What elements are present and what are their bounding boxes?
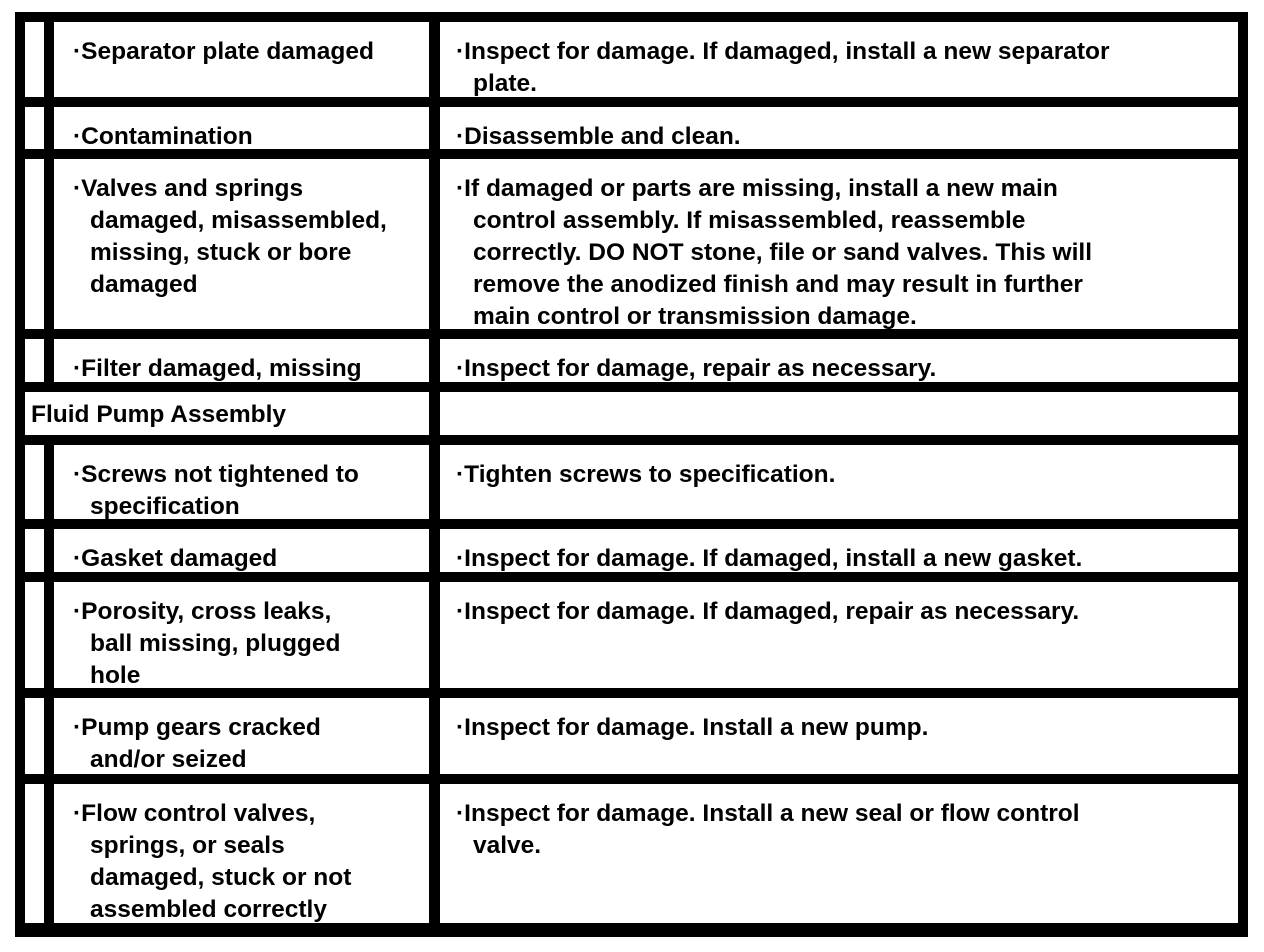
condition-cell	[54, 445, 429, 519]
action-text: · Inspect for damage. If damaged, install a new gasket.	[454, 543, 1228, 575]
condition-text: · Pump gears cracked and/or seized	[71, 712, 419, 776]
action-text: · Inspect for damage. Install a new pump.	[454, 712, 1228, 744]
condition-text: · Contamination	[71, 121, 419, 153]
action-cell	[440, 529, 1238, 572]
condition-cell	[54, 22, 429, 97]
indent-cell	[25, 22, 44, 97]
condition-cell	[54, 529, 429, 572]
condition-text: · Separator plate damaged	[71, 36, 419, 68]
condition-text: · Porosity, cross leaks, ball missing, plugged hole	[71, 596, 419, 692]
action-cell	[440, 445, 1238, 519]
condition-text: · Filter damaged, missing	[71, 353, 419, 385]
action-text: · Inspect for damage. If damaged, install a new separator plate.	[454, 36, 1228, 100]
action-cell	[440, 582, 1238, 688]
condition-text: · Valves and springs damaged, misassembled, missing, stuck or bore damaged	[71, 173, 419, 301]
action-text: · If damaged or parts are missing, install a new main control assembly. If misassembled, reassemble correctly. DO NOT stone, file or sand valves. This will remove the anodized finish and may result in further main control or transmission damage.	[454, 173, 1228, 333]
indent-cell	[25, 529, 44, 572]
indent-cell	[25, 582, 44, 688]
action-cell	[440, 339, 1238, 382]
condition-cell	[54, 784, 429, 923]
action-text: · Tighten screws to specification.	[454, 459, 1228, 491]
action-cell	[440, 159, 1238, 329]
indent-cell	[25, 159, 44, 329]
condition-text: · Flow control valves, springs, or seals damaged, stuck or not assembled correctly	[71, 798, 419, 926]
action-cell	[440, 698, 1238, 774]
action-cell	[440, 107, 1238, 149]
action-text: · Inspect for damage, repair as necessary.	[454, 353, 1228, 385]
section-title-cell	[25, 392, 429, 435]
indent-cell	[25, 698, 44, 774]
condition-cell	[54, 582, 429, 688]
diagnosis-table	[15, 12, 1248, 937]
section-title: Fluid Pump Assembly	[31, 401, 287, 428]
action-text: · Inspect for damage. If damaged, repair as necessary.	[454, 596, 1228, 628]
condition-cell	[54, 698, 429, 774]
condition-text: · Gasket damaged	[71, 543, 419, 575]
action-text: · Inspect for damage. Install a new seal or flow control valve.	[454, 798, 1228, 862]
action-cell	[440, 784, 1238, 923]
indent-cell	[25, 339, 44, 382]
condition-cell	[54, 339, 429, 382]
condition-text: · Screws not tightened to specification	[71, 459, 419, 523]
indent-cell	[25, 107, 44, 149]
condition-cell	[54, 107, 429, 149]
section-empty-cell	[440, 392, 1238, 435]
indent-cell	[25, 445, 44, 519]
condition-cell	[54, 159, 429, 329]
action-cell	[440, 22, 1238, 97]
action-text: · Disassemble and clean.	[454, 121, 1228, 153]
indent-cell	[25, 784, 44, 923]
